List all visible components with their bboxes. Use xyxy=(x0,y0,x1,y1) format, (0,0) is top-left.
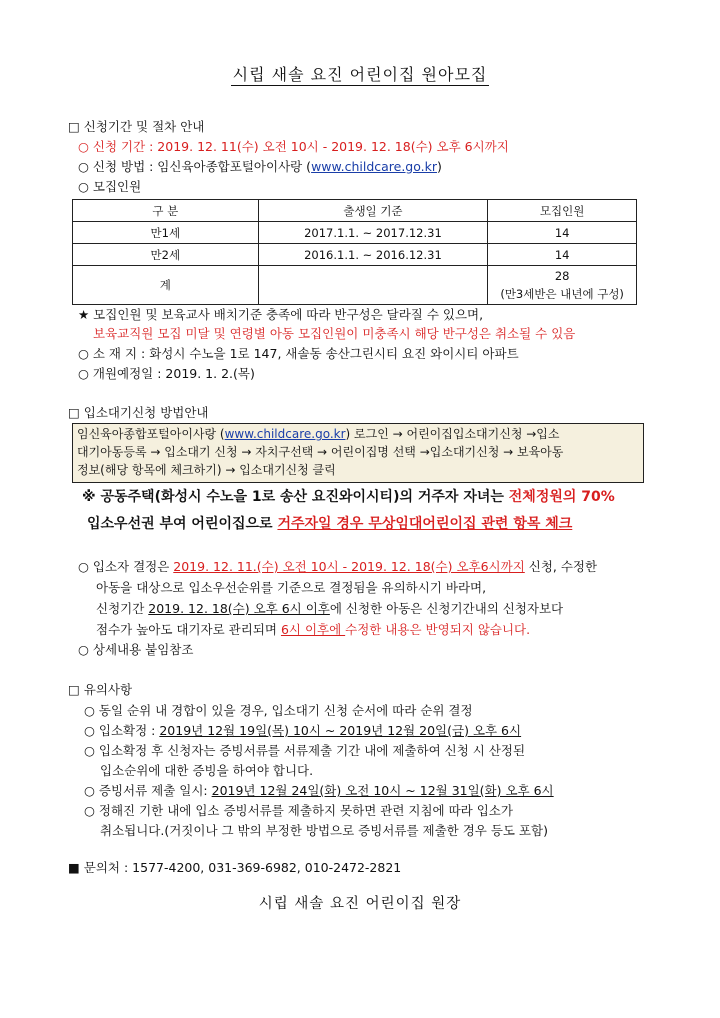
guide-line-2: 대기아동등록 → 입소대기 신청 → 자치구선택 → 어린이집명 선택 →입소대기신청 → 보육아동 xyxy=(77,445,564,459)
table-row: 만2세 2016.1.1. ~ 2016.12.31 14 xyxy=(73,244,637,266)
recruitment-table xyxy=(72,199,637,305)
childcare-portal-link[interactable]: www.childcare.go.kr xyxy=(224,427,346,441)
caution-item-3b: 입소순위에 대한 증빙을 하여야 합니다. xyxy=(100,763,314,778)
note-star: ★ 모집인원 및 보육교사 배치기준 충족에 따라 반구성은 달라질 수 있으며, xyxy=(78,307,484,322)
total-label: 계 xyxy=(73,266,259,305)
decision-line-5: ○ 상세내용 붙임참조 xyxy=(78,642,194,657)
header-capacity: 모집인원 xyxy=(488,200,637,222)
caution-item-3a: ○ 입소확정 후 신청자는 증빙서류를 서류제출 기간 내에 제출하여 신청 시 산정된 xyxy=(84,743,526,758)
notice-line-1: ※ 공동주택(화성시 수노을 1로 송산 요진와이시티)의 거주자 자녀는 전체정원의 70% xyxy=(82,489,615,505)
decision-line-2: 아동을 대상으로 입소우선순위를 기준으로 결정됨을 유의하시기 바라며, xyxy=(96,580,487,595)
notice-highlight-check: 거주자일 경우 무상임대어린이집 관련 항목 체크 xyxy=(277,516,573,532)
guide-line-3: 정보(해당 항목에 체크하기) → 입소대기신청 클릭 xyxy=(77,463,336,477)
total-value: 28 xyxy=(554,269,570,283)
section-heading-notes: □ 유의사항 xyxy=(68,682,133,697)
table-total-row xyxy=(73,266,637,305)
notice-highlight-70: 전체정원의 70% xyxy=(508,489,615,505)
decision-line-3: 신청기간 2019. 12. 18(수) 오후 6시 이후에 신청한 아동은 신청기간내의 신청자보다 xyxy=(96,601,564,616)
header-birth-range: 출생일 기준 xyxy=(258,200,488,222)
header-category: 구 분 xyxy=(73,200,259,222)
decision-line-4: 점수가 높아도 대기자로 관리되며 6시 이후에 수정한 내용은 반영되지 않습니다. xyxy=(96,622,531,637)
caution-item-4: ○ 증빙서류 제출 일시: 2019년 12월 24일(화) 오전 10시 ~ 12월 31일(화) 오후 6시 xyxy=(84,783,554,798)
opening-date: ○ 개원예정일 : 2019. 1. 2.(목) xyxy=(78,366,255,381)
recruit-label: ○ 모집인원 xyxy=(78,179,142,194)
contact-info: ■ 문의처 : 1577-4200, 031-369-6982, 010-2472-2821 xyxy=(68,860,402,875)
caution-item-1: ○ 동일 순위 내 경합이 있을 경우, 입소대기 신청 순서에 따라 순위 결정 xyxy=(84,703,473,718)
table-header-row xyxy=(73,200,637,222)
note-warning: 보육교직원 모집 미달 및 연령별 아동 모집인원이 미충족시 해당 반구성은 취소될 수 있음 xyxy=(93,326,576,341)
page-title: 시립 새솔 요진 어린이집 원아모집 xyxy=(232,65,488,84)
notice-line-2: 입소우선권 부여 어린이집으로 거주자일 경우 무상임대어린이집 관련 항목 체크 xyxy=(87,516,573,532)
guide-line-1: 임신육아종합포털아이사랑 (www.childcare.go.kr) 로그인 → 어린이집입소대기신청 →입소 xyxy=(77,427,560,441)
section-heading-waitlist: □ 입소대기신청 방법안내 xyxy=(68,405,209,420)
caution-item-5b: 취소됩니다.(거짓이나 그 밖의 부정한 방법으로 증빙서류를 제출한 경우 등도 포함) xyxy=(100,823,548,838)
table-row: 만1세 2017.1.1. ~ 2017.12.31 14 xyxy=(73,222,637,244)
waitlist-guide-box xyxy=(72,423,644,483)
total-note: (만3세반은 내년에 구성) xyxy=(500,287,624,301)
childcare-portal-link[interactable]: www.childcare.go.kr xyxy=(311,159,438,174)
signature: 시립 새솔 요진 어린이집 원장 xyxy=(258,896,462,912)
caution-item-2: ○ 입소확정 : 2019년 12월 19일(목) 10시 ~ 2019년 12월 20일(금) 오후 6시 xyxy=(84,723,522,738)
decision-line-1: ○ 입소자 결정은 2019. 12. 11.(수) 오전 10시 - 2019. 12. 18(수) 오후6시까지 신청, 수정한 xyxy=(78,559,598,574)
section-heading-application: □ 신청기간 및 절차 안내 xyxy=(68,119,205,134)
total-cell xyxy=(488,266,637,305)
application-method: ○ 신청 방법 : 임신육아종합포털아이사랑 (www.childcare.go.kr) xyxy=(78,159,442,174)
caution-item-5a: ○ 정해진 기한 내에 입소 증빙서류를 제출하지 못하면 관련 지침에 따라 입소가 xyxy=(84,803,513,818)
address: ○ 소 재 지 : 화성시 수노을 1로 147, 새솔동 송산그린시티 요진 와이시티 아파트 xyxy=(78,346,519,361)
application-period: ○ 신청 기간 : 2019. 12. 11(수) 오전 10시 - 2019. 12. 18(수) 오후 6시까지 xyxy=(78,139,509,154)
